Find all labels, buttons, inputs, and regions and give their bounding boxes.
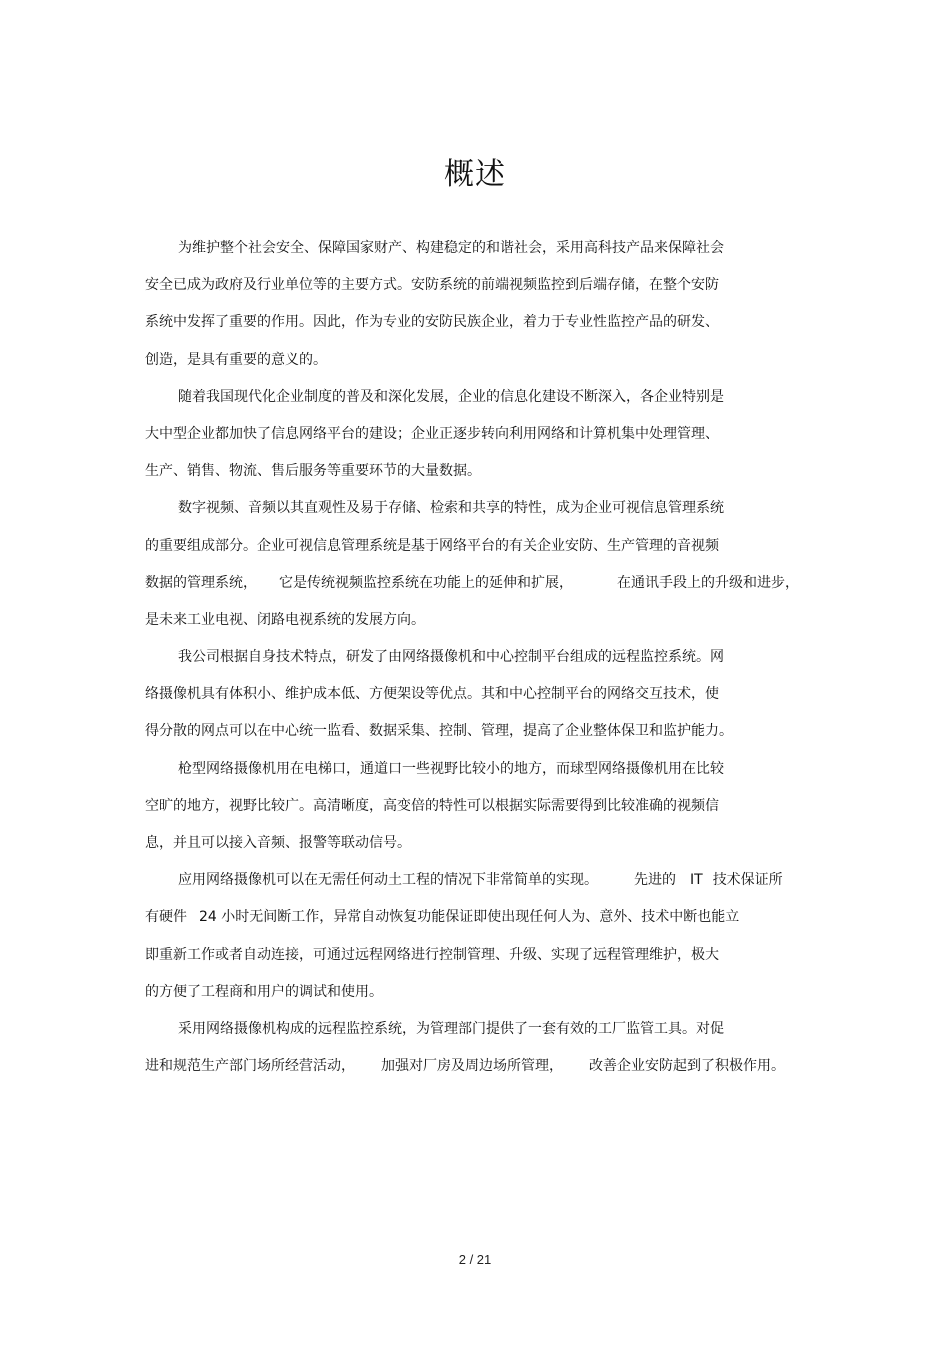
text-segment: 息，并且可以接入音频、报警等联动信号。 bbox=[145, 835, 411, 851]
text-line bbox=[145, 307, 835, 344]
text-segment: 随着我国现代化企业制度的普及和深化发展，企业的信息化建设不断深入，各企业特别是 bbox=[178, 388, 724, 405]
text-line bbox=[145, 940, 835, 977]
text-line bbox=[145, 456, 835, 493]
text-segment: 空旷的地方，视野比较广。高清晰度，高变倍的特性可以根据实际需要得到比较准确的视频信 bbox=[145, 797, 719, 814]
text-segment: 技术保证所 bbox=[712, 872, 783, 889]
text-line bbox=[145, 233, 835, 270]
text-segment: 即重新工作或者自动连接，可通过远程网络进行控制管理、升级、实现了远程管理维护，极大 bbox=[145, 946, 719, 963]
text-segment: 采用网络摄像机构成的远程监控系统，为管理部门提供了一套有效的工厂监管工具。对促 bbox=[178, 1020, 724, 1037]
text-segment: 为维护整个社会安全、保障国家财产、构建稳定的和谐社会，采用高科技产品来保障社会 bbox=[178, 240, 724, 256]
text-line bbox=[145, 605, 835, 642]
text-line bbox=[145, 679, 835, 716]
text-line bbox=[145, 865, 835, 902]
text-line bbox=[145, 977, 835, 1014]
text-line bbox=[145, 568, 835, 605]
text-line bbox=[145, 419, 835, 456]
text-segment: 系统中发挥了重要的作用。因此，作为专业的安防民族企业，着力于专业性监控产品的研发、 bbox=[145, 314, 719, 331]
text-segment: 是未来工业电视、闭路电视系统的发展方向。 bbox=[145, 611, 425, 628]
text-segment: 进和规范生产部门场所经营活动， bbox=[145, 1058, 355, 1075]
text-line bbox=[145, 1051, 835, 1088]
text-segment: 络摄像机具有体积小、维护成本低、方便架设等优点。其和中心控制平台的网络交互技术，使 bbox=[145, 686, 719, 703]
text-segment: 有硬件 bbox=[145, 909, 187, 926]
text-line bbox=[145, 791, 835, 828]
text-segment: 先进的 bbox=[634, 872, 676, 889]
text-line bbox=[145, 382, 835, 419]
text-segment: 的重要组成部分。企业可视信息管理系统是基于网络平台的有关企业安防、生产管理的音视频 bbox=[145, 537, 719, 554]
text-segment: 枪型网络摄像机用在电梯口，通道口一些视野比较小的地方，而球型网络摄像机用在比较 bbox=[178, 760, 724, 777]
text-segment: 在通讯手段上的升级和进步， bbox=[617, 574, 799, 591]
page-number: 2 / 21 bbox=[458, 1252, 492, 1267]
text-line bbox=[145, 345, 835, 382]
text-segment: 我公司根据自身技术特点，研发了由网络摄像机和中心控制平台组成的远程监控系统。网 bbox=[178, 649, 724, 666]
text-line bbox=[145, 1014, 835, 1051]
text-segment: 得分散的网点可以在中心统一监看、数据采集、控制、管理，提高了企业整体保卫和监护能力。 bbox=[145, 723, 733, 740]
text-segment: 安全已成为政府及行业单位等的主要方式。安防系统的前端视频监控到后端存储，在整个安防 bbox=[145, 277, 719, 294]
document-body bbox=[145, 233, 835, 1088]
text-segment: 改善企业安防起到了积极作用。 bbox=[589, 1058, 785, 1075]
text-line bbox=[145, 493, 835, 530]
text-segment: 加强对厂房及周边场所管理， bbox=[381, 1058, 563, 1075]
text-line bbox=[145, 270, 835, 307]
text-line bbox=[145, 754, 835, 791]
text-line bbox=[145, 642, 835, 679]
text-line bbox=[145, 828, 835, 865]
text-line bbox=[145, 716, 835, 753]
document-title: 概述 bbox=[444, 157, 506, 192]
text-segment: 生产、销售、物流、售后服务等重要环节的大量数据。 bbox=[145, 463, 481, 480]
text-segment: 的方便了工程商和用户的调试和使用。 bbox=[145, 983, 383, 1000]
text-line bbox=[145, 531, 835, 568]
text-segment: 大中型企业都加快了信息网络平台的建设；企业正逐步转向利用网络和计算机集中处理管理、 bbox=[145, 425, 719, 442]
text-segment: 数字视频、音频以其直观性及易于存储、检索和共享的特性，成为企业可视信息管理系统 bbox=[178, 500, 724, 517]
text-segment: 24 小时无间断工作，异常自动恢复功能保证即使出现任何人为、意外、技术中断也能立 bbox=[199, 909, 740, 926]
text-segment: 应用网络摄像机可以在无需任何动土工程的情况下非常简单的实现。 bbox=[178, 872, 598, 889]
text-segment: 创造，是具有重要的意义的。 bbox=[145, 351, 327, 368]
text-segment: IT bbox=[690, 872, 703, 889]
text-line bbox=[145, 902, 835, 939]
text-segment: 它是传统视频监控系统在功能上的延伸和扩展， bbox=[279, 574, 573, 591]
text-segment: 数据的管理系统， bbox=[145, 574, 257, 591]
